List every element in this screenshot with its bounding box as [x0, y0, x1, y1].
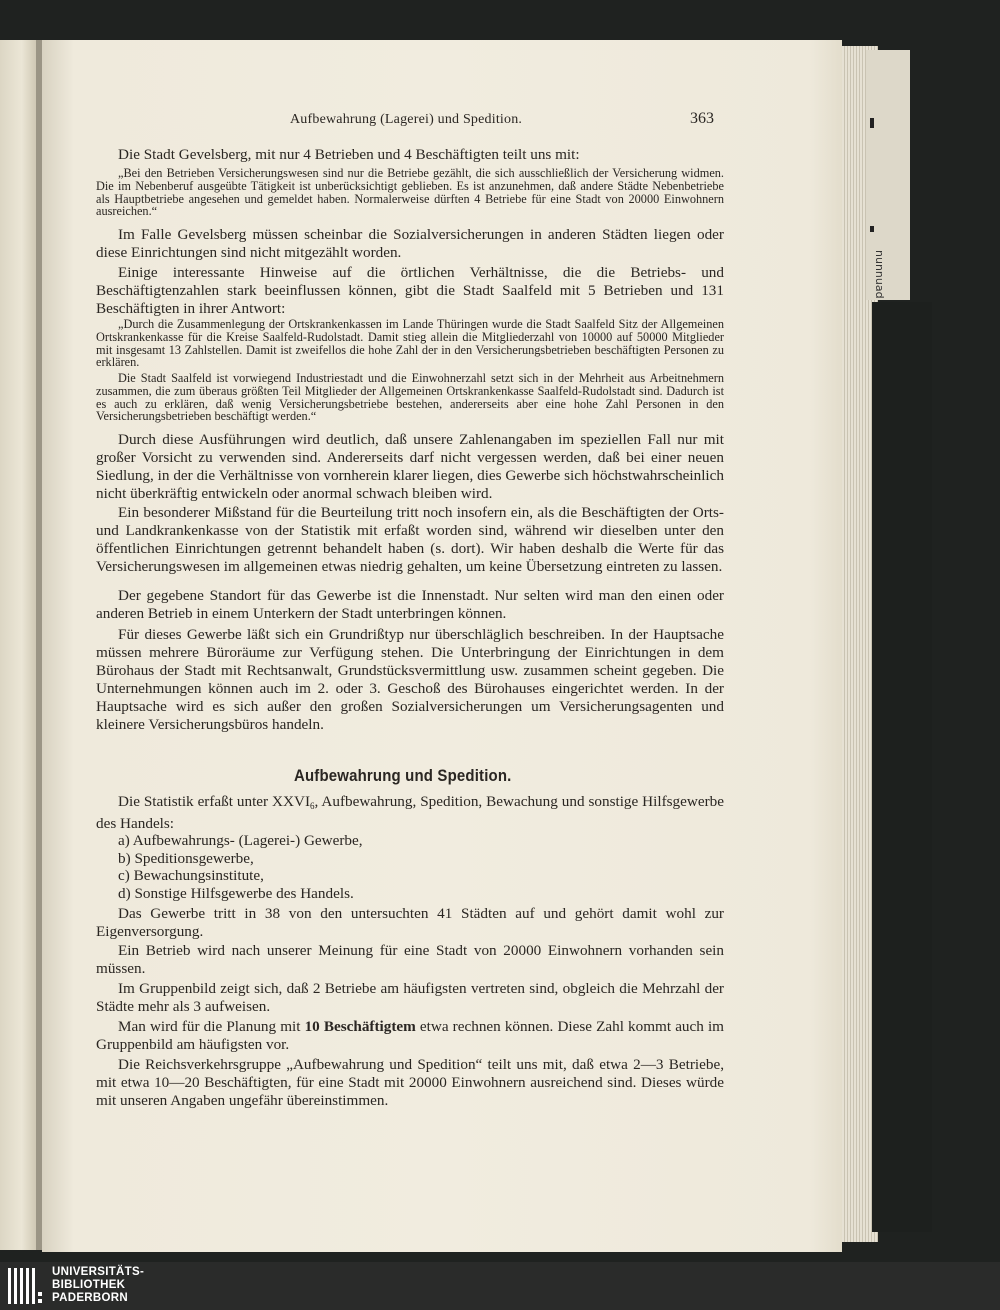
index-tab-dark: [872, 302, 932, 1232]
paragraph: Im Gruppenbild zeigt sich, daß 2 Betriebe am häufigsten vertreten sind, obgleich die Mehrzahl der Städte mehr als 3 aufweisen.: [96, 980, 724, 1015]
paragraph: Für dieses Gewerbe läßt sich ein Grundrißtyp nur überschläglich beschreiben. In der Hauptsache müssen mehrere Büroräume zur Verfügung stehen. Die Unterbringung der Einrichtungen in dem Bürohaus der Stadt mit Rechtsanwalt, Grundstücksvermittlung usw. zusammen scheint gegeben. Die Unternehmungen können auch im 2. oder 3. Geschoß des Bürohauses eingerichtet werden. In der Hauptsache wird es sich außer den großen Sozialversicherungen um Versicherungsagenten und kleinere Versicherungsbüros handeln.: [96, 626, 724, 733]
library-name: [52, 1266, 144, 1305]
emphasis: 10 Beschäftigtem: [304, 1018, 416, 1035]
list-item: c) Bewachungsinstitute,: [118, 867, 264, 884]
section-heading: Aufbewahrung und Spedition.: [294, 766, 512, 785]
tab-marker: [870, 226, 874, 232]
paragraph: Ein besonderer Mißstand für die Beurteilung tritt noch insofern ein, als die Beschäftigten der Orts- und Landkrankenkasse von der Statistik mit erfaßt worden sind, während wir dieselben unter den öffentlichen Einrichtungen getrennt behandelt haben (s. dort). Wir haben deshalb die Werte für das Versicherungswesen im allgemeinen etwas niedrig gehalten, um keine Übersetzung eintreten zu lassen.: [96, 504, 724, 575]
paragraph: Einige interessante Hinweise auf die örtlichen Verhältnisse, die die Betriebs- und Beschäftigtenzahlen stark beeinflussen können, gibt die Stadt Saalfeld mit 5 Betrieben und 131 Beschäftigten in ihrer Antwort:: [96, 264, 724, 317]
category-list: [118, 832, 363, 902]
text: Man wird für die Planung mit: [118, 1018, 305, 1035]
list-item: a) Aufbewahrungs- (Lagerei-) Gewerbe,: [118, 832, 363, 849]
library-name-line: UNIVERSITÄTS-: [52, 1266, 145, 1278]
paragraph: [96, 1018, 724, 1054]
footer-bar: [0, 1262, 1000, 1310]
library-logo-icon: [6, 1266, 46, 1306]
quote: Die Stadt Saalfeld ist vorwiegend Industriestadt und die Einwohnerzahl setzt sich in der Mehrheit aus Arbeitnehmern zusammen, die zum überaus größten Teil Mitglieder der Allgemeinen Ortskrankenkasse Saalfeld-Rudolstadt sind. Dadurch ist es auch zu erklären, daß wenig Versicherungsbetriebe bestehen, andererseits aber eine hohe Zahl Personen in den Versicherungsbetrieben beschäftigt werden.“: [96, 371, 724, 424]
library-name-line: PADERBORN: [52, 1292, 128, 1304]
tab-marker: [870, 118, 874, 128]
intro-text: , Aufbewahrung, Spedition, Bewachung und sonstige Hilfsgewerbe des Handels:: [96, 793, 724, 832]
paragraph: Die Stadt Gevelsberg, mit nur 4 Betrieben und 4 Beschäftigten teilt uns mit:: [118, 146, 580, 163]
paragraph: Ein Betrieb wird nach unserer Meinung für eine Stadt von 20000 Einwohnern vorhanden sein müssen.: [96, 942, 724, 977]
page-number: 363: [690, 110, 714, 127]
paragraph: Die Reichsverkehrsgruppe „Aufbewahrung und Spedition“ teilt uns mit, daß etwa 2—3 Betriebe, mit etwa 10—20 Beschäftigten, für eine Stadt mit 20000 Einwohnern ausreichend sind. Dieses würde mit unseren Angaben ungefähr übereinstimmen.: [96, 1056, 724, 1109]
paragraph: [96, 793, 724, 833]
quote: „Durch die Zusammenlegung der Ortskrankenkassen im Lande Thüringen wurde die Stadt Saalfeld Sitz der Allgemeinen Ortskrankenkasse für die Kreise Saalfeld-Rudolstadt. Damit stieg allein die Mitgliederzahl von 10000 auf 50000 Mitglieder mit insgesamt 13 Zahlstellen. Damit ist zweifellos die hohe Zahl der in den Versicherungsbetrieben beschäftigten Personen zu erklären.: [96, 317, 724, 370]
running-head: Aufbewahrung (Lagerei) und Spedition.: [290, 112, 523, 127]
quote: „Bei den Betrieben Versicherungswesen sind nur die Betriebe gezählt, die sich ausschließlich der Versicherung widmen. Die im Nebenberuf ausgeübte Tätigkeit ist unberücksichtigt geblieben. Es ist anzunehmen, daß andere Städte Nebenbetriebe als Hauptbetriebe angesehen und gemeldet haben. Normalerweise dürften 4 Betriebe für eine Stadt von 20000 Einwohnern ausreichen.“: [96, 166, 724, 219]
left-page-edge: [0, 40, 36, 1250]
list-item: d) Sonstige Hilfsgewerbe des Handels.: [118, 884, 354, 902]
subscript: 6: [310, 801, 315, 811]
tab-label: nunnuad: [873, 250, 886, 299]
paragraph: Der gegebene Standort für das Gewerbe ist die Innenstadt. Nur selten wird man den einen oder anderen Betrieb in einem Unterkern der Stadt unterbringen können.: [96, 587, 724, 622]
intro-text: Die Statistik erfaßt unter XXVI: [118, 793, 310, 810]
paragraph: Im Falle Gevelsberg müssen scheinbar die Sozialversicherungen in anderen Städten liegen oder diese Einrichtungen sind nicht mitgezählt worden.: [96, 226, 724, 261]
paragraph: Durch diese Ausführungen wird deutlich, daß unsere Zahlenangaben im speziellen Fall nur mit großer Vorsicht zu verwenden sind. Andererseits darf nicht vergessen werden, daß bei einer neuen Siedlung, in der die Verhältnisse von vornherein klarer liegen, dies Gewerbe sich höchstwahrscheinlich nicht überkräftig entwickeln oder anormal schwach bleiben wird.: [96, 431, 724, 502]
text: etwa rechnen können. Diese Zahl kommt auch im Gruppenbild am häufigsten vor.: [96, 1018, 724, 1053]
library-name-line: BIBLIOTHEK: [52, 1279, 126, 1291]
list-item: b) Speditionsgewerbe,: [118, 849, 254, 867]
paragraph: Das Gewerbe tritt in 38 von den untersuchten 41 Städten auf und gehört damit wohl zur Eigenversorgung.: [96, 905, 724, 940]
